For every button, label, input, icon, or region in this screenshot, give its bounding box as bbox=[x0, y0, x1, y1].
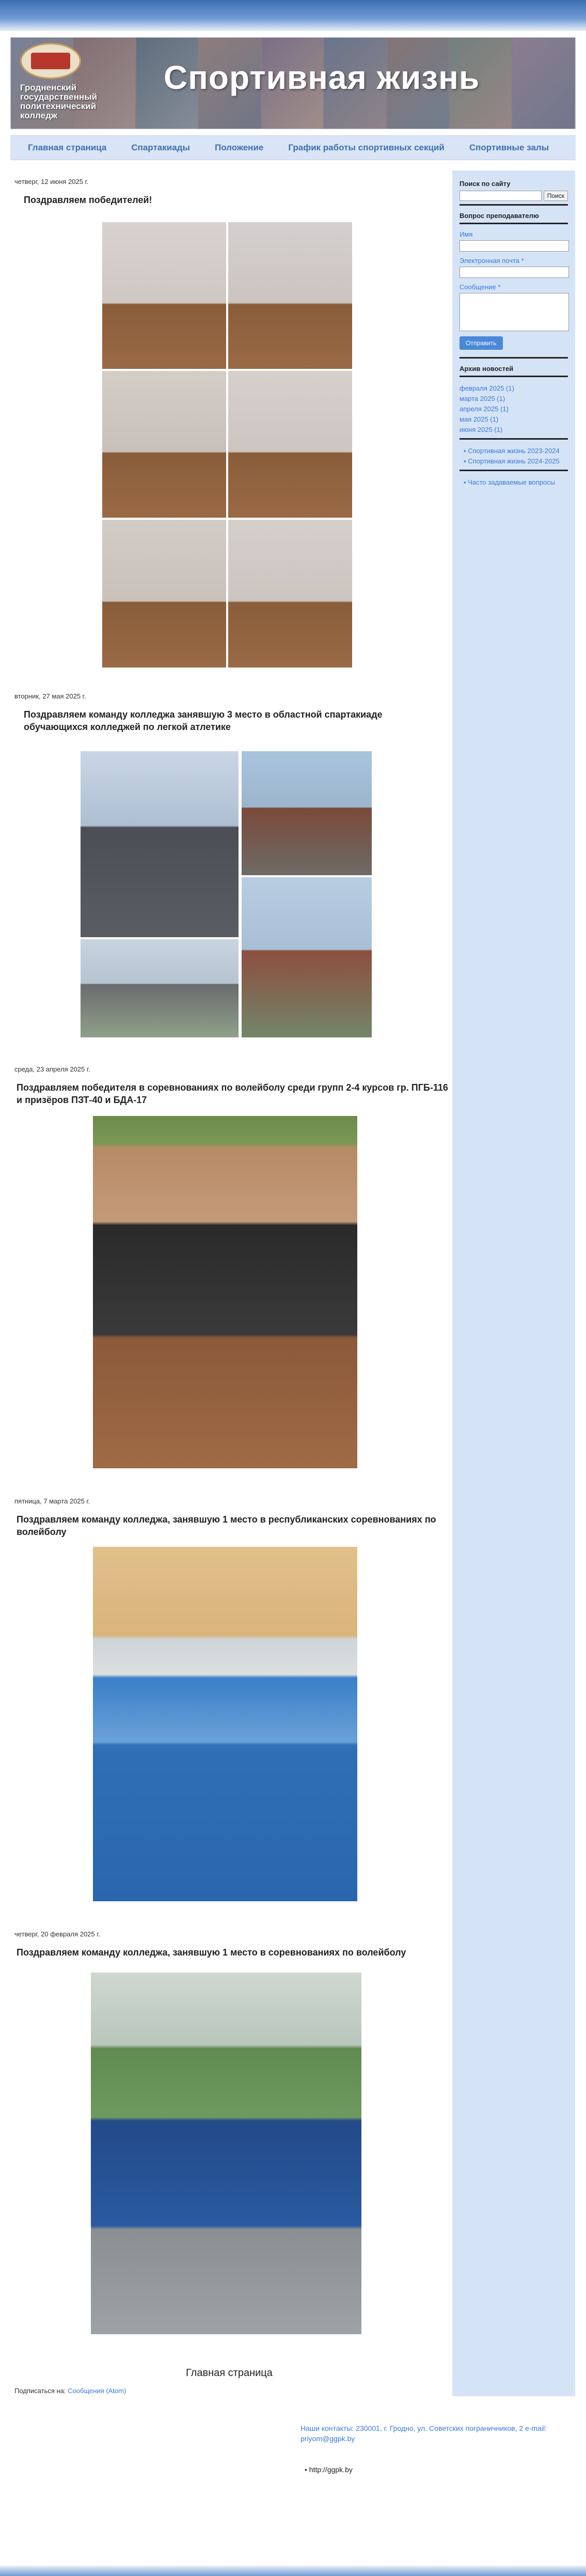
nav-link-spartakiads[interactable]: Спартакиады bbox=[131, 143, 190, 152]
divider bbox=[460, 438, 568, 440]
post-photo-collage[interactable] bbox=[102, 222, 352, 668]
post-title[interactable]: Поздравляем команду колледжа, занявшую 1 место в республиканских соревнованиях по волейболу bbox=[17, 1514, 436, 1537]
nav-link-sport-halls[interactable]: Спортивные залы bbox=[469, 143, 549, 152]
subscribe-line bbox=[14, 2387, 126, 2395]
divider bbox=[460, 357, 568, 359]
post-photo bbox=[228, 520, 352, 668]
blog-post bbox=[14, 1065, 448, 1106]
post-title[interactable]: Поздравляем победителей! bbox=[24, 195, 152, 205]
subscribe-label: Подписаться на: bbox=[14, 2387, 66, 2395]
archive-link[interactable]: февраля 2025 (1) bbox=[460, 384, 514, 392]
post-photo bbox=[102, 222, 226, 369]
post-photo-collage[interactable] bbox=[81, 751, 372, 1037]
post-date: четверг, 12 июня 2025 г. bbox=[14, 178, 89, 185]
site-title: Спортивная жизнь bbox=[164, 59, 480, 96]
blog-post bbox=[14, 692, 448, 733]
send-button[interactable]: Отправить bbox=[460, 336, 503, 350]
email-label: Электронная почта * bbox=[460, 257, 524, 265]
name-label: Имя bbox=[460, 230, 473, 238]
post-photo bbox=[102, 371, 226, 518]
archive-link[interactable]: мая 2025 (1) bbox=[460, 415, 499, 423]
email-field[interactable] bbox=[460, 267, 569, 278]
nav-link-home[interactable]: Главная страница bbox=[28, 143, 107, 152]
nav-link-regulations[interactable]: Положение bbox=[214, 143, 264, 152]
post-photo bbox=[242, 877, 372, 1037]
contact-widget-title: Вопрос преподавателю bbox=[460, 212, 539, 220]
post-photo bbox=[102, 520, 226, 668]
blog-post bbox=[14, 178, 448, 206]
main-navigation bbox=[10, 135, 576, 160]
post-title[interactable]: Поздравляем победителя в соревнованиях по волейболу среди групп 2-4 курсов гр. ПГБ-116 и призёров ПЗТ-40 и БДА-17 bbox=[17, 1082, 448, 1105]
post-photo[interactable] bbox=[91, 1973, 361, 2334]
archive-link[interactable]: июня 2025 (1) bbox=[460, 426, 503, 433]
post-photo[interactable] bbox=[93, 1547, 357, 1901]
post-date: пятница, 7 марта 2025 г. bbox=[14, 1497, 90, 1505]
season-link[interactable]: ▪ Спортивная жизнь 2023-2024 bbox=[464, 447, 560, 455]
search-button[interactable]: Поиск bbox=[544, 191, 568, 201]
nav-link-sections-schedule[interactable]: График работы спортивных секций bbox=[288, 143, 445, 152]
subscribe-atom-link[interactable]: Сообщения (Atom) bbox=[68, 2387, 126, 2395]
post-photo[interactable] bbox=[93, 1116, 357, 1468]
post-photo bbox=[228, 222, 352, 369]
post-title[interactable]: Поздравляем команду колледжа, занявшую 1 место в соревнованиях по волейболу bbox=[17, 1947, 406, 1958]
blog-post bbox=[14, 1930, 448, 1959]
divider bbox=[460, 376, 568, 377]
faq-link[interactable]: ▪ Часто задаваемые вопросы bbox=[464, 478, 555, 486]
search-input[interactable] bbox=[460, 191, 542, 201]
post-photo bbox=[242, 751, 372, 875]
search-widget-title: Поиск по сайту bbox=[460, 180, 511, 188]
post-date: четверг, 20 февраля 2025 г. bbox=[14, 1930, 101, 1938]
divider bbox=[460, 223, 568, 224]
post-title[interactable]: Поздравляем команду колледжа занявшую 3 место в областной спартакиаде обучающихся колледжей по легкой атлетике bbox=[24, 709, 383, 732]
message-label: Сообщение * bbox=[460, 283, 501, 291]
bottom-gradient-bar bbox=[0, 2566, 586, 2576]
top-gradient-bar bbox=[0, 0, 586, 31]
post-photo bbox=[228, 371, 352, 518]
message-field[interactable] bbox=[460, 293, 569, 331]
blog-post bbox=[14, 1497, 448, 1538]
sidebar bbox=[452, 170, 575, 2396]
archive-link[interactable]: марта 2025 (1) bbox=[460, 395, 505, 402]
divider bbox=[460, 470, 568, 471]
archive-link[interactable]: апреля 2025 (1) bbox=[460, 405, 509, 413]
footer-home-link[interactable]: Главная страница bbox=[186, 2367, 273, 2379]
external-site-link[interactable]: • http://ggpk.by bbox=[305, 2465, 353, 2474]
divider bbox=[460, 204, 568, 206]
footer-contacts: Наши контакты: 230001, г. Гродно, ул. Советских пограничников, 2 e-mail: priyom@ggpk.by bbox=[300, 2424, 547, 2443]
season-link[interactable]: ▪ Спортивная жизнь 2024-2025 bbox=[464, 457, 560, 465]
post-date: вторник, 27 мая 2025 г. bbox=[14, 692, 86, 700]
college-logo bbox=[20, 43, 81, 79]
post-photo bbox=[81, 939, 239, 1037]
post-date: среда, 23 апреля 2025 г. bbox=[14, 1065, 90, 1073]
archive-widget-title: Архив новостей bbox=[460, 365, 514, 373]
site-header-banner bbox=[10, 37, 576, 129]
name-field[interactable] bbox=[460, 240, 569, 252]
post-photo bbox=[81, 751, 239, 937]
college-name: Гродненский государственный политехнический колледж bbox=[20, 83, 98, 120]
